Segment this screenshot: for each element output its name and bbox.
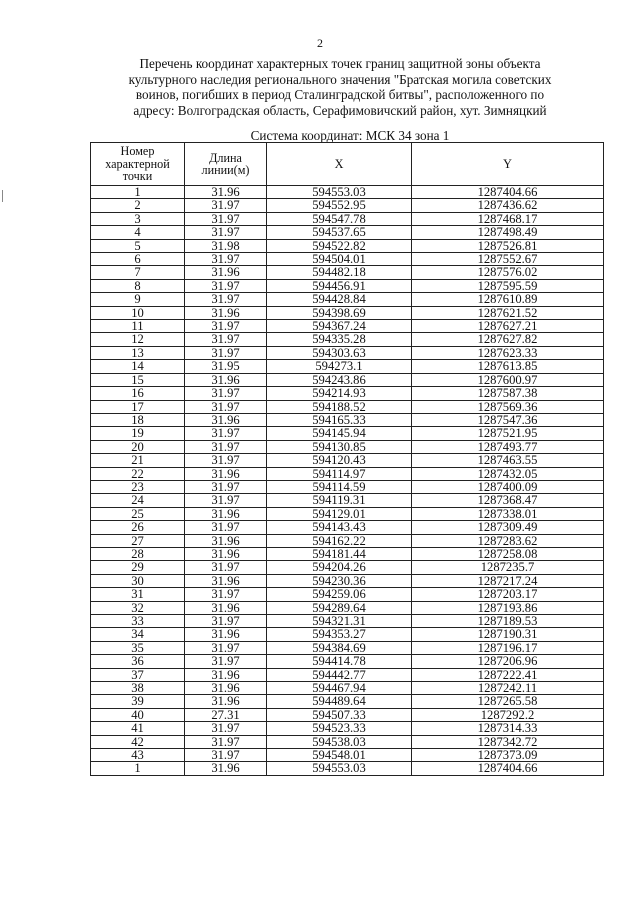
cell-y: 1287222.41 [412, 668, 604, 681]
table-row [91, 346, 604, 359]
cell-point-number: 33 [91, 615, 185, 628]
cell-line-length: 31.96 [185, 266, 267, 279]
cell-x: 594129.01 [267, 507, 412, 520]
table-row [91, 534, 604, 547]
cell-x: 594489.64 [267, 695, 412, 708]
cell-point-number: 10 [91, 306, 185, 319]
cell-x: 594143.43 [267, 521, 412, 534]
table-row [91, 199, 604, 212]
cell-line-length: 31.97 [185, 494, 267, 507]
cell-line-length: 31.96 [185, 695, 267, 708]
table-row [91, 293, 604, 306]
cell-point-number: 22 [91, 467, 185, 480]
cell-x: 594456.91 [267, 279, 412, 292]
cell-line-length: 31.96 [185, 682, 267, 695]
cell-y: 1287193.86 [412, 601, 604, 614]
cell-x: 594162.22 [267, 534, 412, 547]
cell-y: 1287547.36 [412, 413, 604, 426]
cell-y: 1287468.17 [412, 212, 604, 225]
cell-x: 594414.78 [267, 655, 412, 668]
cell-point-number: 16 [91, 387, 185, 400]
cell-x: 594120.43 [267, 454, 412, 467]
cell-y: 1287235.7 [412, 561, 604, 574]
cell-point-number: 2 [91, 199, 185, 212]
table-row [91, 615, 604, 628]
table-row [91, 427, 604, 440]
cell-line-length: 31.98 [185, 239, 267, 252]
cell-line-length: 31.96 [185, 628, 267, 641]
cell-y: 1287526.81 [412, 239, 604, 252]
table-row [91, 226, 604, 239]
cell-y: 1287627.21 [412, 320, 604, 333]
cell-line-length: 31.97 [185, 655, 267, 668]
heading-line: воинов, погибших в период Сталинградской битвы", расположенного по [135, 87, 545, 102]
table-row [91, 320, 604, 333]
cell-y: 1287600.97 [412, 373, 604, 386]
cell-y: 1287610.89 [412, 293, 604, 306]
table-row [91, 186, 604, 199]
cell-x: 594428.84 [267, 293, 412, 306]
cell-line-length: 31.97 [185, 588, 267, 601]
cell-x: 594523.33 [267, 722, 412, 735]
table-row [91, 628, 604, 641]
cell-x: 594553.03 [267, 186, 412, 199]
cell-x: 594367.24 [267, 320, 412, 333]
cell-x: 594384.69 [267, 641, 412, 654]
cell-line-length: 31.97 [185, 293, 267, 306]
cell-point-number: 9 [91, 293, 185, 306]
cell-y: 1287627.82 [412, 333, 604, 346]
table-row [91, 735, 604, 748]
cell-line-length: 31.97 [185, 320, 267, 333]
table-row [91, 333, 604, 346]
cell-line-length: 31.96 [185, 306, 267, 319]
table-row [91, 454, 604, 467]
cell-point-number: 17 [91, 400, 185, 413]
column-header-point-number: Номер характерной точки [91, 143, 185, 186]
cell-point-number: 31 [91, 588, 185, 601]
table-row [91, 749, 604, 762]
cell-y: 1287368.47 [412, 494, 604, 507]
cell-y: 1287595.59 [412, 279, 604, 292]
cell-x: 594548.01 [267, 749, 412, 762]
table-row [91, 253, 604, 266]
cell-y: 1287342.72 [412, 735, 604, 748]
table-body [91, 186, 604, 776]
cell-y: 1287206.96 [412, 655, 604, 668]
cell-point-number: 32 [91, 601, 185, 614]
cell-y: 1287309.49 [412, 521, 604, 534]
cell-point-number: 35 [91, 641, 185, 654]
cell-y: 1287265.58 [412, 695, 604, 708]
cell-x: 594553.03 [267, 762, 412, 775]
cell-point-number: 18 [91, 413, 185, 426]
table-row [91, 561, 604, 574]
cell-y: 1287436.62 [412, 199, 604, 212]
cell-line-length: 31.96 [185, 668, 267, 681]
cell-y: 1287189.53 [412, 615, 604, 628]
cell-point-number: 43 [91, 749, 185, 762]
cell-line-length: 31.97 [185, 735, 267, 748]
table-row [91, 360, 604, 373]
cell-line-length: 31.97 [185, 400, 267, 413]
cell-line-length: 31.97 [185, 722, 267, 735]
cell-line-length: 27.31 [185, 708, 267, 721]
cell-point-number: 23 [91, 480, 185, 493]
table-header-row [91, 143, 604, 186]
cell-y: 1287338.01 [412, 507, 604, 520]
table-row [91, 601, 604, 614]
cell-x: 594165.33 [267, 413, 412, 426]
cell-point-number: 5 [91, 239, 185, 252]
cell-y: 1287569.36 [412, 400, 604, 413]
cell-y: 1287217.24 [412, 574, 604, 587]
cell-point-number: 12 [91, 333, 185, 346]
cell-y: 1287314.33 [412, 722, 604, 735]
cell-y: 1287400.09 [412, 480, 604, 493]
page-number: 2 [317, 36, 323, 50]
cell-x: 594181.44 [267, 547, 412, 560]
cell-point-number: 29 [91, 561, 185, 574]
cell-x: 594398.69 [267, 306, 412, 319]
cell-line-length: 31.97 [185, 440, 267, 453]
cell-x: 594119.31 [267, 494, 412, 507]
cell-y: 1287621.52 [412, 306, 604, 319]
cell-point-number: 40 [91, 708, 185, 721]
cell-line-length: 31.97 [185, 427, 267, 440]
cell-y: 1287432.05 [412, 467, 604, 480]
cell-x: 594552.95 [267, 199, 412, 212]
cell-point-number: 42 [91, 735, 185, 748]
cell-line-length: 31.97 [185, 279, 267, 292]
cell-y: 1287190.31 [412, 628, 604, 641]
cell-point-number: 24 [91, 494, 185, 507]
table-row [91, 668, 604, 681]
cell-x: 594482.18 [267, 266, 412, 279]
table-row [91, 547, 604, 560]
cell-y: 1287463.55 [412, 454, 604, 467]
cell-x: 594335.28 [267, 333, 412, 346]
cell-point-number: 26 [91, 521, 185, 534]
cell-line-length: 31.97 [185, 333, 267, 346]
cell-line-length: 31.97 [185, 346, 267, 359]
table-row [91, 467, 604, 480]
cell-y: 1287587.38 [412, 387, 604, 400]
table-row [91, 507, 604, 520]
cell-y: 1287493.77 [412, 440, 604, 453]
cell-point-number: 38 [91, 682, 185, 695]
cell-point-number: 36 [91, 655, 185, 668]
cell-x: 594259.06 [267, 588, 412, 601]
cell-line-length: 31.96 [185, 601, 267, 614]
cell-y: 1287292.2 [412, 708, 604, 721]
cell-x: 594188.52 [267, 400, 412, 413]
table-row [91, 373, 604, 386]
cell-x: 594507.33 [267, 708, 412, 721]
table-row [91, 266, 604, 279]
cell-point-number: 1 [91, 762, 185, 775]
cell-line-length: 31.97 [185, 521, 267, 534]
heading-line: адресу: Волгоградская область, Серафимовичский район, хут. Зимняцкий [133, 102, 547, 118]
cell-y: 1287203.17 [412, 588, 604, 601]
cell-x: 594204.26 [267, 561, 412, 574]
cell-y: 1287498.49 [412, 226, 604, 239]
cell-line-length: 31.96 [185, 534, 267, 547]
table-row [91, 655, 604, 668]
table-row [91, 494, 604, 507]
cell-line-length: 31.97 [185, 387, 267, 400]
table-row [91, 695, 604, 708]
coordinate-system-label: Система координат: МСК 34 зона 1 [250, 128, 450, 143]
cell-x: 594537.65 [267, 226, 412, 239]
table-row [91, 641, 604, 654]
cell-line-length: 31.97 [185, 226, 267, 239]
cell-line-length: 31.97 [185, 212, 267, 225]
cell-point-number: 27 [91, 534, 185, 547]
cell-line-length: 31.97 [185, 561, 267, 574]
table-row [91, 722, 604, 735]
cell-x: 594321.31 [267, 615, 412, 628]
cell-line-length: 31.96 [185, 762, 267, 775]
table-row [91, 682, 604, 695]
cell-point-number: 15 [91, 373, 185, 386]
cell-point-number: 41 [91, 722, 185, 735]
coordinates-table [90, 142, 604, 776]
table-row [91, 413, 604, 426]
table-row [91, 239, 604, 252]
cell-line-length: 31.95 [185, 360, 267, 373]
column-header-y: Y [412, 143, 604, 186]
table-row [91, 588, 604, 601]
table-row [91, 762, 604, 775]
table-row [91, 387, 604, 400]
cell-x: 594522.82 [267, 239, 412, 252]
cell-x: 594130.85 [267, 440, 412, 453]
cell-point-number: 4 [91, 226, 185, 239]
table-row [91, 480, 604, 493]
cell-point-number: 37 [91, 668, 185, 681]
table-row [91, 574, 604, 587]
cell-point-number: 25 [91, 507, 185, 520]
cell-point-number: 3 [91, 212, 185, 225]
cell-point-number: 13 [91, 346, 185, 359]
cell-line-length: 31.97 [185, 641, 267, 654]
cell-x: 594114.97 [267, 467, 412, 480]
cell-y: 1287404.66 [412, 186, 604, 199]
cell-point-number: 7 [91, 266, 185, 279]
cell-point-number: 30 [91, 574, 185, 587]
cell-point-number: 6 [91, 253, 185, 266]
cell-line-length: 31.97 [185, 454, 267, 467]
column-header-line-length: Длина линии(м) [185, 143, 267, 186]
table-row [91, 212, 604, 225]
cell-point-number: 21 [91, 454, 185, 467]
heading-line: культурного наследия регионального значения "Братская могила советских [128, 71, 552, 87]
cell-point-number: 28 [91, 547, 185, 560]
cell-x: 594114.59 [267, 480, 412, 493]
cell-line-length: 31.96 [185, 413, 267, 426]
cell-x: 594467.94 [267, 682, 412, 695]
cell-point-number: 1 [91, 186, 185, 199]
cell-y: 1287258.08 [412, 547, 604, 560]
cell-line-length: 31.97 [185, 480, 267, 493]
cell-x: 594145.94 [267, 427, 412, 440]
document-heading [60, 56, 620, 118]
table-row [91, 521, 604, 534]
cell-point-number: 39 [91, 695, 185, 708]
cell-x: 594442.77 [267, 668, 412, 681]
cell-point-number: 34 [91, 628, 185, 641]
cell-x: 594214.93 [267, 387, 412, 400]
cell-x: 594353.27 [267, 628, 412, 641]
cell-line-length: 31.96 [185, 547, 267, 560]
cell-line-length: 31.96 [185, 186, 267, 199]
cell-y: 1287242.11 [412, 682, 604, 695]
cell-y: 1287613.85 [412, 360, 604, 373]
cell-y: 1287521.95 [412, 427, 604, 440]
cell-x: 594243.86 [267, 373, 412, 386]
cell-x: 594230.36 [267, 574, 412, 587]
cell-x: 594289.64 [267, 601, 412, 614]
scan-edge-mark [2, 190, 3, 202]
cell-y: 1287283.62 [412, 534, 604, 547]
table-row [91, 279, 604, 292]
cell-line-length: 31.96 [185, 467, 267, 480]
cell-point-number: 19 [91, 427, 185, 440]
cell-line-length: 31.97 [185, 615, 267, 628]
table-row [91, 306, 604, 319]
cell-x: 594538.03 [267, 735, 412, 748]
cell-line-length: 31.97 [185, 253, 267, 266]
table-row [91, 708, 604, 721]
cell-y: 1287404.66 [412, 762, 604, 775]
cell-point-number: 14 [91, 360, 185, 373]
column-header-x: X [267, 143, 412, 186]
cell-point-number: 8 [91, 279, 185, 292]
cell-x: 594303.63 [267, 346, 412, 359]
cell-line-length: 31.96 [185, 373, 267, 386]
cell-point-number: 20 [91, 440, 185, 453]
cell-line-length: 31.97 [185, 749, 267, 762]
cell-line-length: 31.96 [185, 507, 267, 520]
cell-y: 1287196.17 [412, 641, 604, 654]
cell-y: 1287552.67 [412, 253, 604, 266]
cell-y: 1287623.33 [412, 346, 604, 359]
heading-line: Перечень координат характерных точек границ защитной зоны объекта [139, 56, 541, 71]
cell-line-length: 31.97 [185, 199, 267, 212]
table-row [91, 400, 604, 413]
cell-x: 594273.1 [267, 360, 412, 373]
table-row [91, 440, 604, 453]
cell-y: 1287576.02 [412, 266, 604, 279]
cell-x: 594504.01 [267, 253, 412, 266]
cell-point-number: 11 [91, 320, 185, 333]
cell-x: 594547.78 [267, 212, 412, 225]
cell-y: 1287373.09 [412, 749, 604, 762]
cell-line-length: 31.96 [185, 574, 267, 587]
